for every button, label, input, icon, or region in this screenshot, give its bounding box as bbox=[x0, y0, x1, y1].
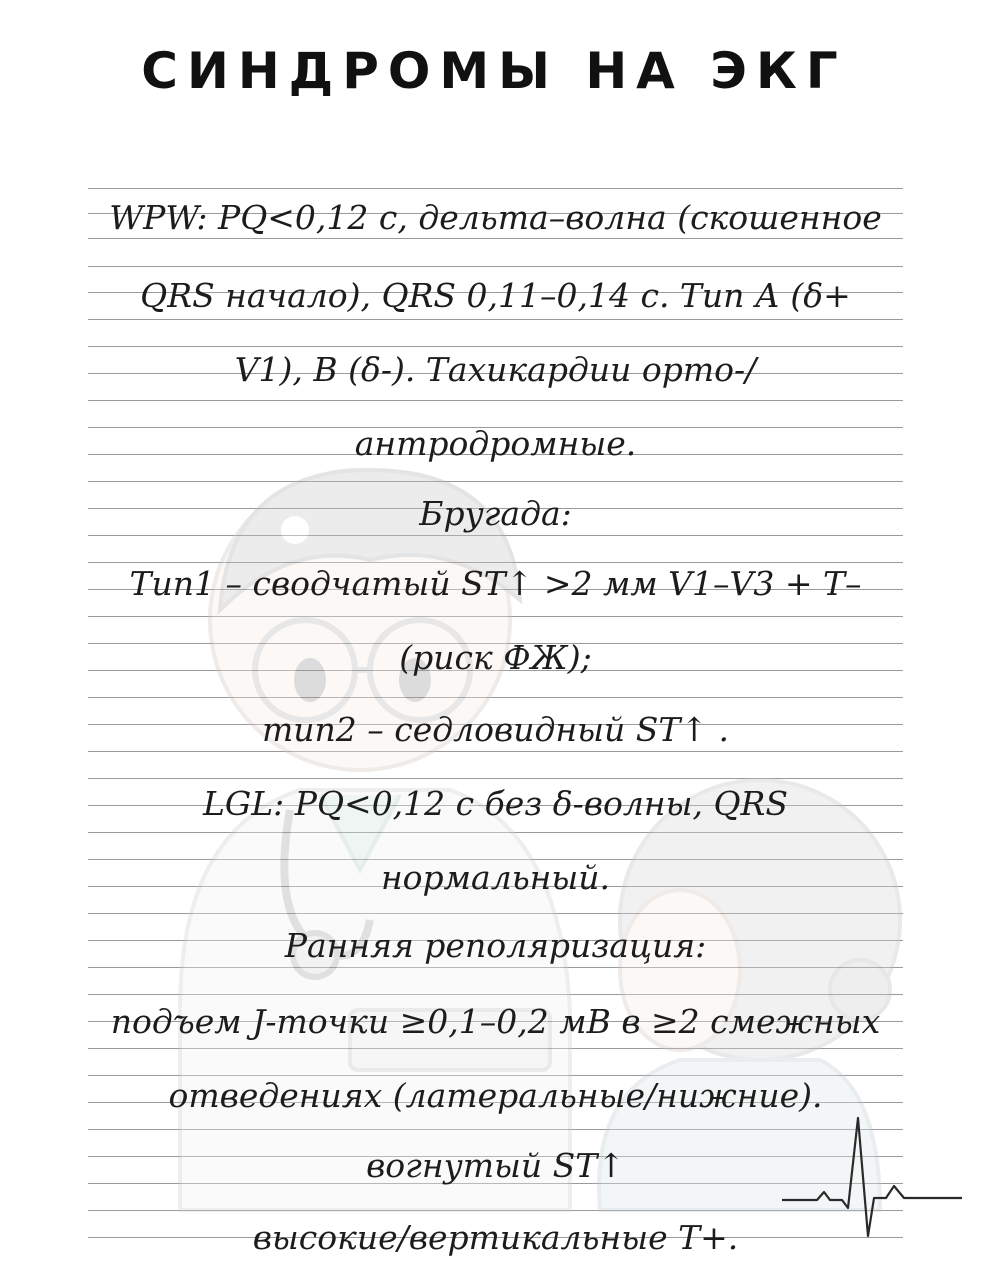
note-line: нормальный. bbox=[380, 858, 611, 897]
note-line: Тип1 – сводчатый ST↑ >2 мм V1–V3 + T– bbox=[129, 564, 862, 603]
note-line: тип2 – седловидный ST↑ . bbox=[261, 710, 730, 749]
rule-line bbox=[88, 266, 903, 267]
rule-line bbox=[88, 188, 903, 189]
note-line: антродромные. bbox=[354, 424, 637, 463]
note-line: подъем J-точки ≥0,1–0,2 мВ в ≥2 смежных bbox=[110, 1002, 881, 1041]
note-line: V1), В (δ-). Тахикардии орто-/ bbox=[234, 350, 757, 389]
rule-line bbox=[88, 319, 903, 320]
note-line: Ранняя реполяризация: bbox=[284, 926, 707, 965]
ecg-line bbox=[782, 1118, 962, 1236]
ecg-trace-icon bbox=[782, 1112, 962, 1242]
note-line: отведениях (латеральные/нижние). bbox=[168, 1076, 823, 1115]
rule-line bbox=[88, 400, 903, 401]
note-line: высокие/вертикальные T+. bbox=[252, 1218, 739, 1257]
rule-line bbox=[88, 346, 903, 347]
note-line: вогнутый ST↑ bbox=[366, 1146, 625, 1185]
note-line: WPW: PQ<0,12 с, дельта–волна (скошенное bbox=[109, 198, 882, 237]
note-line: QRS начало), QRS 0,11–0,14 с. Тип А (δ+ bbox=[140, 276, 851, 315]
note-line: Бругада: bbox=[419, 494, 572, 533]
page-title: СИНДРОМЫ НА ЭКГ bbox=[141, 42, 847, 100]
note-line: (риск ФЖ); bbox=[399, 638, 592, 677]
note-line: LGL: PQ<0,12 с без δ-волны, QRS bbox=[202, 784, 788, 823]
rule-line bbox=[88, 238, 903, 239]
